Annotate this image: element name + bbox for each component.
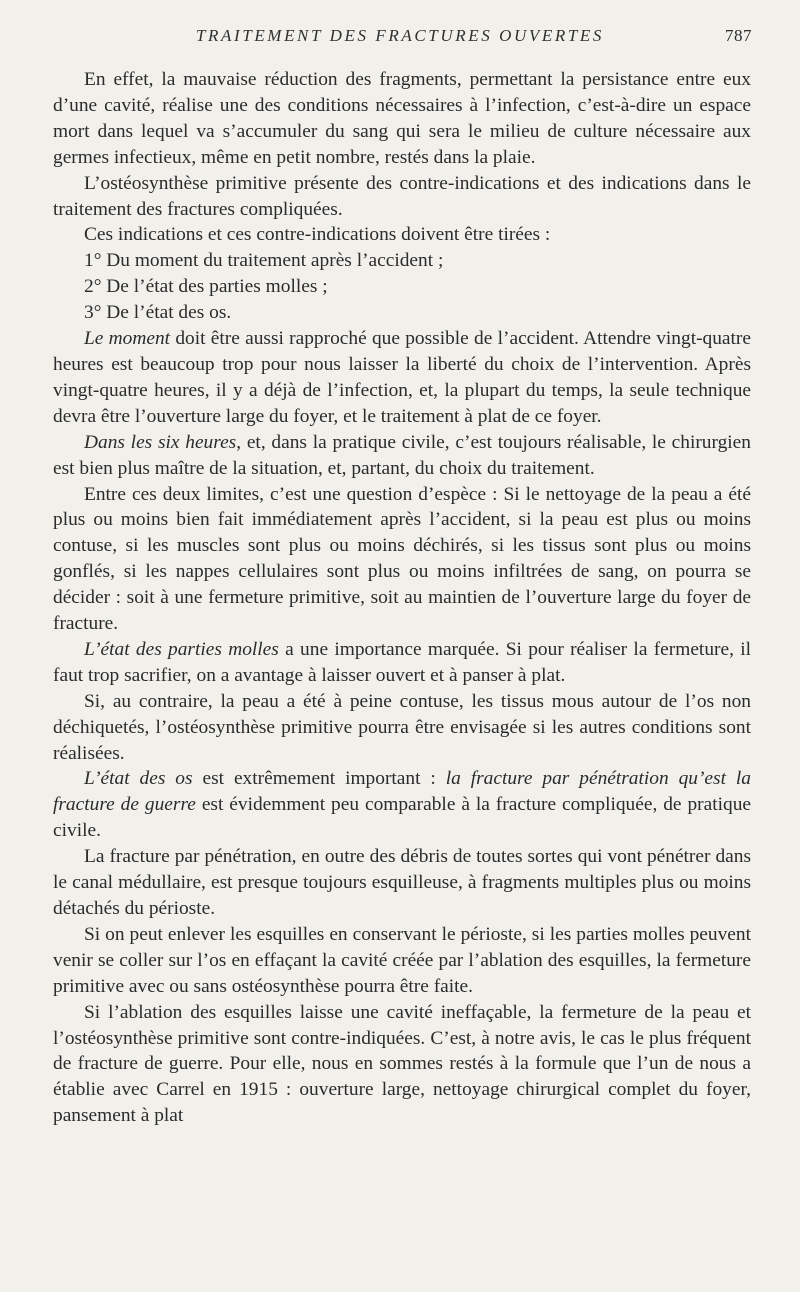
- lead-etat-os: L’état des os: [84, 768, 193, 790]
- paragraph-1: En effet, la mauvaise réduction des fragments, permettant la persistance entre eux d’une cavité, réalise une des conditions nécessaires à l’infection, c’est-à-dire un espace mort dans lequel va s’accumuler du sang qui sera le milieu de culture nécessaire aux germes infectieux, même en petit nombre, restés dans la plaie.: [53, 69, 751, 168]
- list-item-3: 3° De l’état des os.: [84, 302, 232, 324]
- paragraph-six-heures: [53, 430, 751, 482]
- paragraph-esquilles: Si on peut enlever les esquilles en conservant le périoste, si les parties molles peuvent venir se coller sur l’os en effaçant la cavité créée par l’ablation des esquilles, la fermeture primitive avec ou sans ostéosynthèse pourra être faite.: [53, 923, 751, 997]
- running-title: TRAITEMENT DES FRACTURES OUVERTES: [195, 26, 604, 45]
- paragraph-penetration: La fracture par pénétration, en outre des débris de toutes sortes qui vont pénétrer dans le canal médullaire, est presque toujours esquilleuse, à fragments multiples plus ou moins détachés du périoste.: [53, 846, 751, 919]
- lead-moment: Le moment: [84, 328, 171, 350]
- paragraph-contraire: Si, au contraire, la peau a été à peine contuse, les tissus mous autour de l’os non déchiquetés, l’ostéosynthèse primitive pourra être envisagée si les autres conditions sont réalisées.: [53, 690, 751, 764]
- body-text: [53, 67, 751, 1129]
- paragraph-etat-os-tail: est évidemment peu comparable à la fracture compliquée, de pratique civile.: [53, 794, 751, 842]
- paragraph-2: L’ostéosynthèse primitive présente des contre-indications et des indications dans le traitement des fractures compliquées.: [53, 172, 751, 220]
- paragraph-moment-text: doit être aussi rapproché que possible de l’accident. Attendre vingt-quatre heures est beaucoup trop pour nous laisser la liberté du choix de l’intervention. Après vingt-quatre heures, il y a déjà de l’infection, et, la plupart du temps, la seule technique devra être l’ouverture large du foyer, et le traitement à plat de ce foyer.: [53, 328, 751, 427]
- page-header: [0, 26, 800, 54]
- paragraph-etat-os-text: est extrêmement important :: [192, 768, 446, 790]
- list-item-2: 2° De l’état des parties molles ;: [84, 276, 328, 298]
- lead-six-heures: Dans les six heures: [84, 431, 237, 453]
- paragraph-3: Ces indications et ces contre-indications doivent être tirées :: [84, 224, 551, 246]
- page-number: 787: [725, 26, 752, 45]
- paragraph-limites: Entre ces deux limites, c’est une question d’espèce : Si le nettoyage de la peau a été plus ou moins bien fait immédiatement après l’accident, si la peau est plus ou moins contuse, si les muscles sont plus ou moins déchirés, si les tissus sont plus ou moins gonflés, si les nappes cellulaires sont plus ou moins infiltrées de sang, on pourra se décider : soit à une fermeture primitive, soit au maintien de l’ouverture large du foyer de fracture.: [53, 483, 751, 635]
- lead-parties-molles: L’état des parties molles: [84, 638, 279, 660]
- paragraph-moment: [53, 326, 751, 430]
- paragraph-six-heures-text: , et, dans la pratique civile, c’est toujours réalisable, le chirurgien est bien plus maître de la situation, et, partant, du choix du traitement.: [53, 431, 751, 479]
- paragraph-parties-molles-text: a une importance marquée. Si pour réaliser la fermeture, il faut trop sacrifier, on a avantage à laisser ouvert et à panser à plat.: [53, 638, 752, 686]
- emphasis-fracture-guerre: la fracture par pénétration qu’est la fracture de guerre: [53, 768, 751, 816]
- paragraph-etat-os: [53, 766, 751, 844]
- paragraph-parties-molles: [53, 637, 751, 689]
- paragraph-ablation: Si l’ablation des esquilles laisse une cavité ineffaçable, la fermeture de la peau et l’ostéosynthèse primitive sont contre-indiquées. C’est, à notre avis, le cas le plus fréquent de fracture de guerre. Pour elle, nous en sommes restés à la formule que l’un de nous a établie avec Carrel en 1915 : ouverture large, nettoyage chirurgical complet du foyer, pansement à plat: [53, 1001, 751, 1127]
- list-item-1: 1° Du moment du traitement après l’accident ;: [84, 250, 444, 272]
